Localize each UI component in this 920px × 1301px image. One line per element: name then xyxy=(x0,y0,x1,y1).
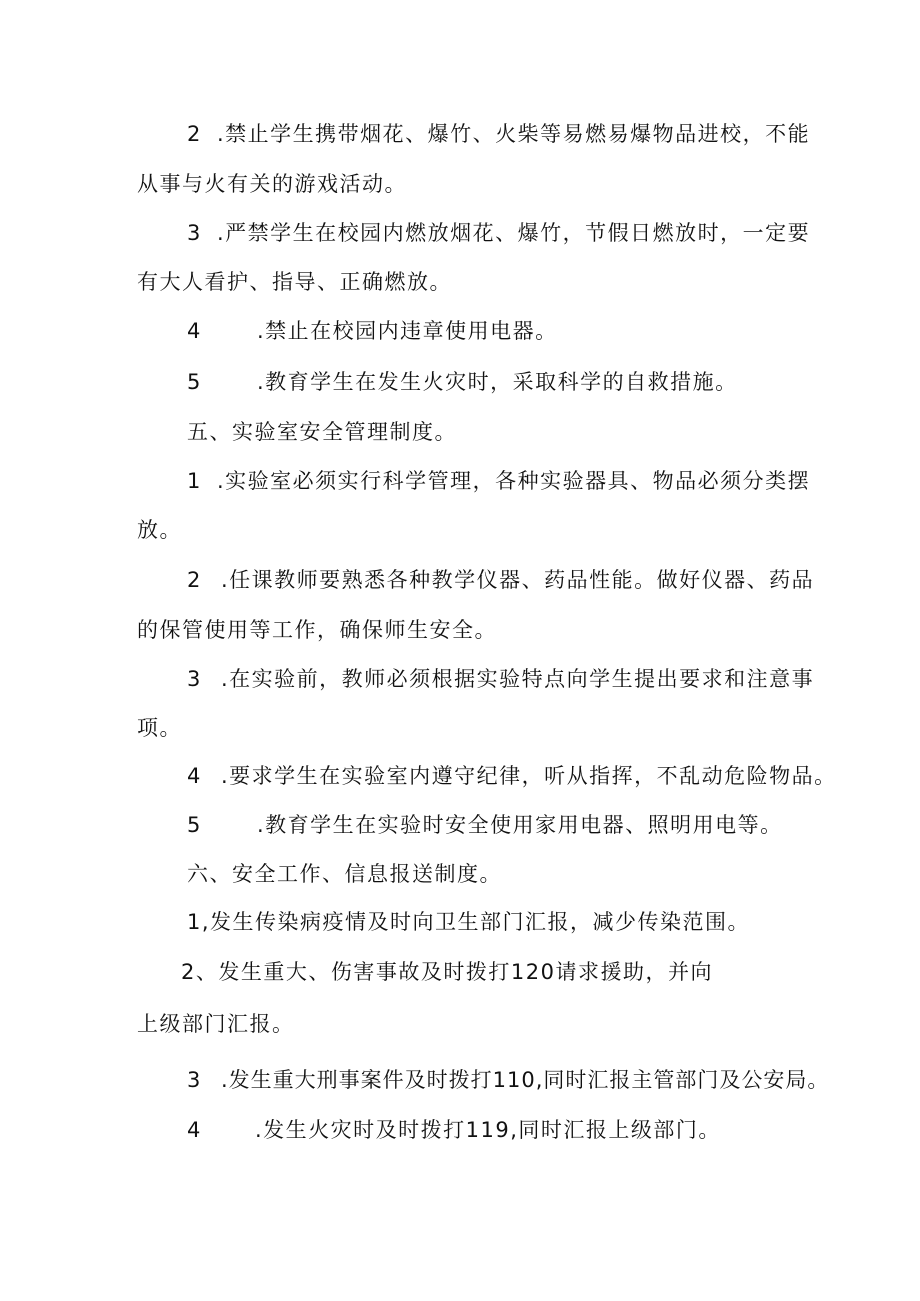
line-text: 1,发生传染病疫情及时向卫生部门汇报，减少传染范围。 xyxy=(187,910,751,934)
list-number: 3 xyxy=(187,221,202,245)
paragraph-line xyxy=(137,268,452,296)
paragraph-line xyxy=(187,317,558,345)
list-number: 4 xyxy=(187,764,202,788)
list-number: 3 xyxy=(187,1068,202,1092)
line-text: 2、发生重大、伤害事故及时拨打120请求援助，并向 xyxy=(181,960,713,984)
line-text: .严禁学生在校园内燃放烟花、爆竹，节假日燃放时，一定要 xyxy=(217,221,811,245)
paragraph-line xyxy=(187,908,750,936)
line-text: .禁止在校园内违章使用电器。 xyxy=(257,319,558,343)
line-text: .任课教师要熟悉各种教学仪器、药品性能。做好仪器、药品 xyxy=(221,568,815,592)
list-number: 1 xyxy=(187,469,202,493)
list-number: 2 xyxy=(187,568,202,592)
paragraph-line xyxy=(187,120,810,148)
list-number: 4 xyxy=(187,1118,202,1142)
paragraph-line xyxy=(187,1116,721,1144)
line-text: .教育学生在发生火灾时，采取科学的自救措施。 xyxy=(257,370,738,394)
line-text: 从事与火有关的游戏活动。 xyxy=(137,172,407,196)
line-text: .教育学生在实验时安全使用家用电器、照明用电等。 xyxy=(257,813,783,837)
list-number: 5 xyxy=(187,370,202,394)
list-number: 4 xyxy=(187,319,202,343)
paragraph-line xyxy=(137,170,407,198)
line-text: .发生重大刑事案件及时拨打110,同时汇报主管部门及公安局。 xyxy=(221,1068,830,1092)
line-text: 的保管使用等工作，确保师生安全。 xyxy=(137,618,497,642)
line-text: 六、安全工作、信息报送制度。 xyxy=(187,862,502,886)
line-text: .在实验前，教师必须根据实验特点向学生提出要求和注意事 xyxy=(221,667,815,691)
paragraph-line xyxy=(187,566,814,594)
paragraph-line xyxy=(181,958,713,986)
section-heading xyxy=(187,860,502,888)
list-number: 5 xyxy=(187,813,202,837)
paragraph-line xyxy=(187,219,810,247)
line-text: .实验室必须实行科学管理，各种实验器具、物品必须分类摆 xyxy=(217,469,811,493)
paragraph-line xyxy=(187,762,837,790)
paragraph-line xyxy=(137,516,182,544)
paragraph-line xyxy=(187,1066,829,1094)
list-number: 3 xyxy=(187,667,202,691)
paragraph-line xyxy=(137,616,497,644)
line-text: .发生火灾时及时拨打119,同时汇报上级部门。 xyxy=(255,1118,721,1142)
section-heading xyxy=(187,418,457,446)
line-text: 放。 xyxy=(137,518,182,542)
paragraph-line xyxy=(137,1010,295,1038)
paragraph-line xyxy=(187,811,783,839)
paragraph-line xyxy=(187,665,814,693)
line-text: 项。 xyxy=(137,716,182,740)
line-text: 五、实验室安全管理制度。 xyxy=(187,420,457,444)
line-text: .禁止学生携带烟花、爆竹、火柴等易燃易爆物品进校，不能 xyxy=(217,122,811,146)
line-text: 有大人看护、指导、正确燃放。 xyxy=(137,270,452,294)
paragraph-line xyxy=(137,714,182,742)
line-text: 上级部门汇报。 xyxy=(137,1012,295,1036)
paragraph-line xyxy=(187,368,738,396)
paragraph-line xyxy=(187,467,810,495)
list-number: 2 xyxy=(187,122,202,146)
line-text: .要求学生在实验室内遵守纪律，听从指挥，不乱动危险物品。 xyxy=(221,764,837,788)
